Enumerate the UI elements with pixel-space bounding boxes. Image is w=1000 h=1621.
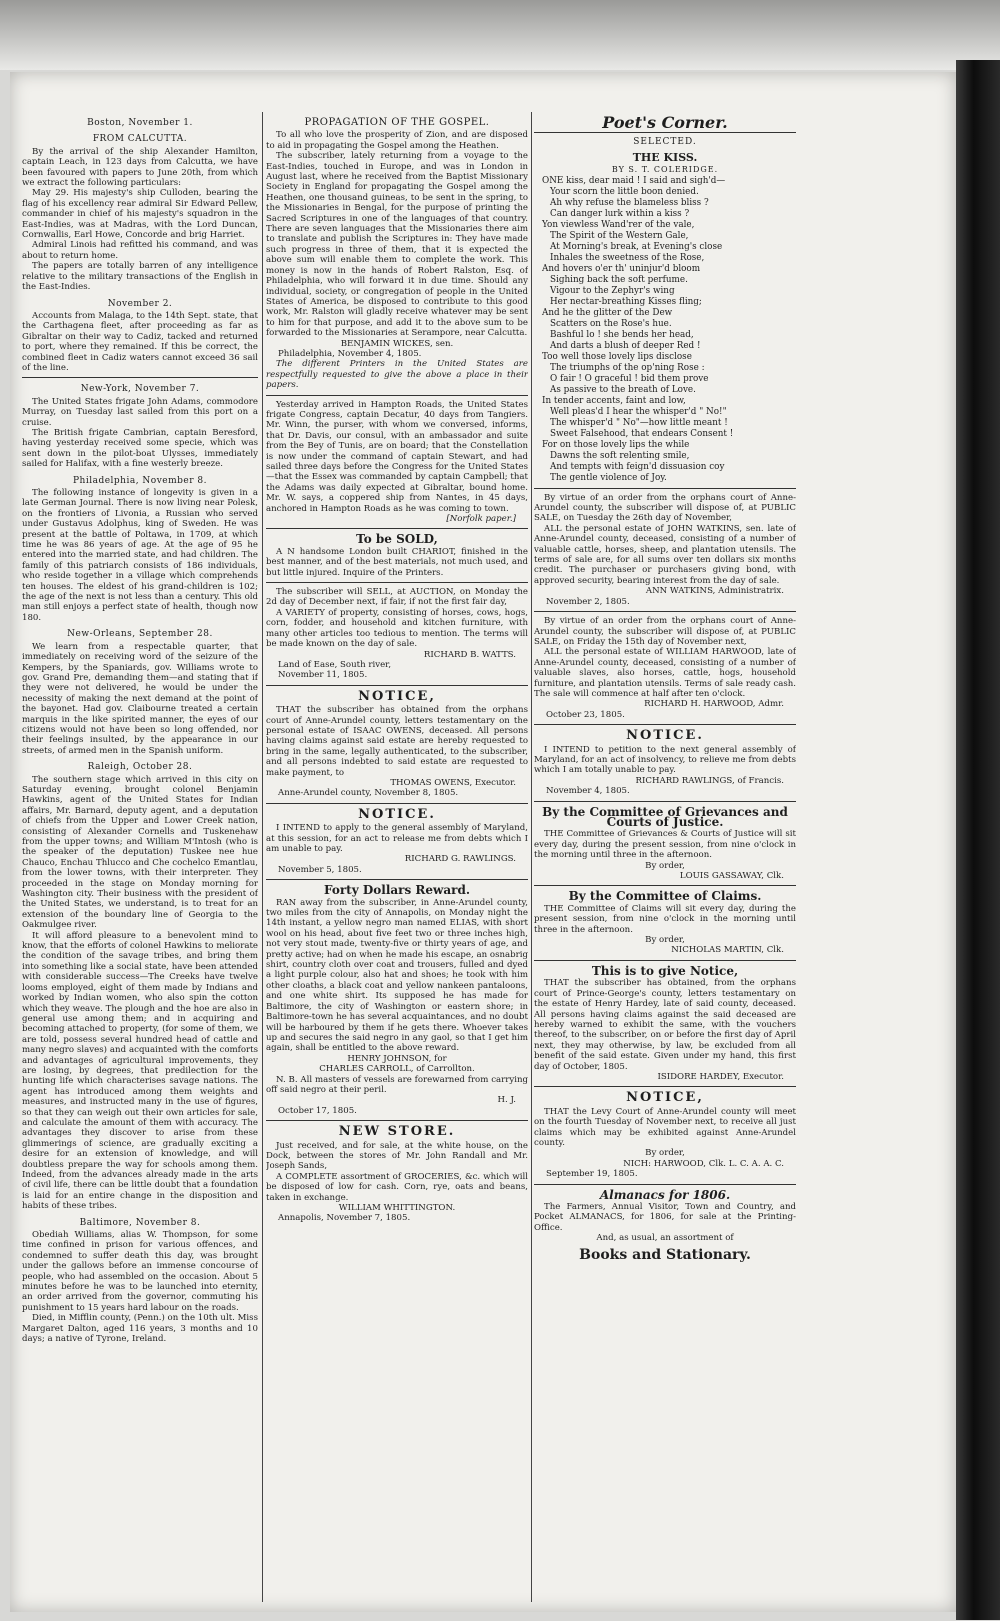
- paragraph: The British frigate Cambrian, captain Beresford, having yesterday received some specie, which was sent down in the pilot-boat Ulysses, immediately sailed for Halifax, with a fine westerly breeze.: [22, 427, 258, 470]
- divider: [266, 803, 528, 804]
- divider: [534, 1184, 796, 1185]
- ad-title: To be SOLD,: [356, 532, 438, 547]
- poem-line: Scatters on the Rose's hue.: [550, 318, 672, 329]
- signature: RICHARD H. HARWOOD, Admr.: [644, 699, 784, 710]
- poem-line: And tempts with feign'd dissuasion coy: [550, 461, 725, 472]
- divider: [266, 528, 528, 529]
- paragraph: The following instance of longevity is given in a late German Journal. There is now living near Polesk, on the frontiers of Livonia, a Russian who served under Gustavus Adolphus, king of Sweden. He was present at the battle of Poltawa, in 1709, at which time he was 86 years of age. At the age of 95 he entered into the married state, and had children. The family of this patriarch consists of 186 individuals, who reside together in a village which comprehends ten houses. The eldest of his grand-children is 102; the age of the next is not less than a century. This old man still enjoys a perfect state of health, though now 180.: [22, 488, 258, 623]
- paragraph: THAT the subscriber has obtained, from the orphans court of Prince-George's county, letters testamentary on the estate of Henry Hardey, late of said county, deceased. All persons having claims against the said deceased are hereby warned to exhibit the same, with the vouchers thereof, to the subscriber, on or before the first day of April next, they may otherwise, by law, be excluded from all benefit of the said estate. Given under my hand, this first day of October, 1805.: [534, 978, 796, 1072]
- by-order: By order,: [645, 935, 685, 946]
- poem-title: THE KISS.: [632, 150, 698, 164]
- paragraph: It will afford pleasure to a benevolent mind to know, that the efforts of colonel Hawkins to meliorate the condition of the savage tribes, and bring them into something like a social state, have been attended with considerable success—The Creeks have twelve looms employed, eight of them made by Indians and worked by Indian women, who also spin the cotton which they weave. The plough and the hoe are also in general use among them; and in acquiring and becoming attached to property, (for some of them, we are told, possess several hundred head of cattle and many negro slaves) and acquainted with the comforts and advantages of agricultural improvements, they are losing, by degrees, that predilection for the hunting life which characterises savage nations. The agent has introduced among them weights and measures, and instructed many in the use of figures, so that they can weigh out their own articles for sale, and calculate the amount of them with accuracy. The advantages they discover to arise from these glimmerings of science, are gradually exciting a desire for an extension of knowledge, and will doubtless prepare the way for schools among them. Indeed, from the advances already made in the arts of civil life, there can be little doubt that a foundation is laid for an entire change in the disposition and habits of these tribes.: [22, 930, 258, 1212]
- divider: [22, 377, 258, 378]
- paragraph: I INTEND to petition to the next general assembly of Maryland, for an act of insolvency, to relieve me from debts which I am totally unable to pay.: [534, 744, 796, 776]
- paragraph: N. B. All masters of vessels are forewarned from carrying off said negro at their peril.: [266, 1074, 528, 1095]
- ad-title: NEW STORE.: [338, 1124, 456, 1140]
- paragraph: RAN away from the subscriber, in Anne-Arundel county, two miles from the city of Annapolis, on Monday night the 14th instant, a yellow negro man named ELIAS, with short wool on his head, about five feet two or three inches high, not very stout made, twenty-five or thirty years of age, and pretty active; had on when he made his escape, an osnabrig shirt, country cloth over coat and trousers, fulled and dyed a light purple colour, also hat and shoes; he took with him other cloaths, a black coat and yellow nankeen pantaloons, and one white shirt. Its supposed he has made for Baltimore, the city of Washington or eastern shore; in Baltimore-town he has several acquaintances, and no doubt will be harboured by them if he gets there. Whoever takes up and secures the said negro in any gaol, so that I get him again, shall be entitled to the above reward.: [266, 897, 528, 1054]
- divider: [534, 132, 796, 133]
- paragraph: The southern stage which arrived in this city on Saturday evening, brought colonel Benjamin Hawkins, agent of the United States for Indian affairs, Mr. Barnard, deputy agent, and a deputation of chiefs from the Upper and Lower Creek nation, consisting of Alexander Cornells and Tuskenehaw from the upper towns; and William M'Intosh (who is the speaker of the deputation) Tuskee nee hue Chauco, Enchau Thlucco and Che cochelco Emantlau, from the lower towns, with their interpreter. They proceeded in the stage on Monday morning for Washington city. Their business with the president of the United States, we understand, is to treat for an extension of the boundary line of Georgia to the Oakmulgee river.: [22, 774, 258, 931]
- column-rule: [531, 112, 532, 1602]
- poem-line: In tender accents, faint and low,: [542, 395, 686, 406]
- poem-line: Bashful lo ! she bends her head,: [550, 329, 694, 340]
- divider: [534, 488, 796, 489]
- date-line: Philadelphia, November 4, 1805.: [278, 348, 422, 359]
- poem-line: Ah why refuse the blameless bliss ?: [550, 197, 709, 208]
- signature: BENJAMIN WICKES, sen.: [340, 338, 454, 349]
- dateline: New-York, November 7.: [80, 384, 200, 395]
- divider: [266, 582, 528, 583]
- divider: [534, 1086, 796, 1087]
- poem-author: BY S. T. COLERIDGE.: [611, 165, 719, 175]
- notice-title: NOTICE.: [358, 806, 436, 822]
- signature: RICHARD RAWLINGS, of Francis.: [635, 775, 784, 786]
- date-line: Anne-Arundel county, November 8, 1805.: [278, 788, 459, 799]
- paragraph: The subscriber, lately returning from a voyage to the East-Indies, touched in Europe, and was in London in August last, where he received from the Baptist Missionary Society in England for propagating the Gospel among the Heathen, one thousand guineas, to be sent in the spring, to the Missionaries in Bengal, for the purpose of printing the Sacred Scriptures in one of the languages of that country. There are seven languages that the Missionaries there aim to translate and publish the Scriptures in: They have made such progress in three of them, that it is expected the above sum will enable them to complete the work. This money is now in the hands of Robert Ralston, Esq. of Philadelphia, who will forward it in due time. Should any individual, society, or congregation of people in the United States of America, be disposed to contribute to this good work, Mr. Ralston will gladly receive whatever may be sent to him for that purpose, and add it to the above sum to be forwarded to the Missionaries at Serampore, near Calcutta.: [266, 151, 528, 339]
- by-order: By order,: [645, 860, 685, 871]
- ad-title: Forty Dollars Reward.: [323, 883, 471, 898]
- date-line: Land of Ease, South river,: [278, 659, 392, 670]
- poem-line: As passive to the breath of Love.: [550, 384, 696, 395]
- paragraph: Yesterday arrived in Hampton Roads, the United States frigate Congress, captain Decatur, 40 days from Tangiers. Mr. Winn, the purser, with whom we conversed, informs, that Dr. Davis, our consul, with an ambassador and suite from the Bey of Tunis, are on board; that the Constellation is now under the command of captain Stewart, and had sailed three days before the Congress for the United States—that the Essex was commanded by captain Campbell; that the Adams was daily expected at Gibraltar, bound home. Mr. W. says, a coppered ship from Nantes, in 45 days, anchored in Hampton Roads as he was coming to town.: [266, 399, 528, 514]
- date-line: November 2, 1805.: [546, 596, 630, 607]
- date-line: October 17, 1805.: [278, 1105, 357, 1116]
- column-rule: [262, 112, 263, 1602]
- poem-line: The whisper'd " No"—how little meant !: [550, 417, 728, 428]
- divider: [534, 885, 796, 886]
- books-heading: Books and Stationary.: [579, 1246, 751, 1263]
- paragraph: THAT the Levy Court of Anne-Arundel county will meet on the fourth Tuesday of November next, to receive all just claims which may be exhibited against Anne-Arundel county.: [534, 1106, 796, 1148]
- dateline: Boston, November 1.: [87, 118, 193, 128]
- divider: [266, 1120, 528, 1121]
- poem-line: Inhales the sweetness of the Rose,: [550, 252, 705, 263]
- divider: [534, 960, 796, 961]
- almanac-title: Almanacs for 1806.: [599, 1187, 731, 1202]
- signature: NICHOLAS MARTIN, Clk.: [671, 945, 784, 956]
- poem-line: And hovers o'er th' uninjur'd bloom: [542, 263, 701, 274]
- newspaper-page: [10, 72, 956, 1612]
- poem-line: Sighing back the soft perfume.: [550, 274, 688, 285]
- divider: [534, 801, 796, 802]
- scan-top-edge: [0, 0, 1000, 70]
- notice-title: This is to give Notice,: [591, 963, 739, 978]
- paragraph: A N handsome London built CHARIOT, finished in the best manner, and of the best materials, not much used, and but little injured. Inquire of the Printers.: [266, 546, 528, 578]
- divider: [534, 724, 796, 725]
- paragraph: By the arrival of the ship Alexander Hamilton, captain Leach, in 123 days from Calcutta, we have been favoured with papers to June 20th, from which we extract the following particulars:: [22, 146, 258, 189]
- divider: [266, 879, 528, 880]
- poem-line: Your scorn the little boon denied.: [550, 186, 699, 197]
- column-notices: [266, 112, 528, 1607]
- notice-title: NOTICE,: [626, 1090, 704, 1106]
- committee-title: By the Committee of Grievances and Courts of Justice.: [542, 804, 788, 829]
- poem-line: Can danger lurk within a kiss ?: [550, 208, 690, 219]
- paragraph: The Farmers, Annual Visitor, Town and Country, and Pocket ALMANACS, for 1806, for sale at the Printing-Office.: [534, 1202, 796, 1233]
- book-spine: [956, 60, 1000, 1620]
- signature: ANN WATKINS, Administratrix.: [645, 586, 784, 597]
- poem-line: Yon viewless Wand'rer of the vale,: [542, 219, 695, 230]
- paragraph: ALL the personal estate of WILLIAM HARWOOD, late of Anne-Arundel county, deceased, consisting of a number of valuable slaves, also horses, cattle, hogs, household furniture, and plantation utensils. Terms of sale ready cash. The sale will commence at half after ten o'clock.: [534, 647, 796, 699]
- paragraph: Accounts from Malaga, to the 14th Sept. state, that the Carthagena fleet, after proceeding as far as Gibraltar on their way to Cadiz, tacked and returned to port, where they remained. If this be correct, the combined fleet in Cadiz waters cannot exceed 36 sail of the line.: [22, 310, 258, 373]
- poem-line: Vigour to the Zephyr's wing: [550, 285, 675, 296]
- poem-line: Well pleas'd I hear the whisper'd " No!": [550, 406, 727, 417]
- poem-line: Sweet Falsehood, that endears Consent !: [550, 428, 734, 439]
- source-note: [Norfolk paper.]: [446, 514, 516, 525]
- paragraph: THE Committee of Claims will sit every day, during the present session, from nine o'clock in the morning until three in the afternoon.: [534, 903, 796, 935]
- initials: H. J.: [497, 1095, 516, 1106]
- paragraph: The papers are totally barren of any intelligence relative to the military transactions of the English in the East-Indies.: [22, 261, 258, 293]
- paragraph: I INTEND to apply to the general assembly of Maryland, at this session, for an act to release me from debts which I am unable to pay.: [266, 823, 528, 854]
- paragraph: THE Committee of Grievances & Courts of Justice will sit every day, during the present session, from nine o'clock in the morning until three in the afternoon.: [534, 829, 796, 861]
- paragraph: By virtue of an order from the orphans court of Anne-Arundel county, the subscriber will dispose of, at PUBLIC SALE, on Tuesday the 26th day of November,: [534, 492, 796, 524]
- poem-line: At Morning's break, at Evening's close: [550, 241, 723, 252]
- paragraph: We learn from a respectable quarter, that immediately on receiving word of the seizure of the Kempers, by the Spaniards, gov. Williams wrote to gov. Grand Pre, demanding them—and stating that if they were not delivered, he would be under the necessity of making the next demand at the point of the bayonet. Had gov. Claibourne treated a certain marquis in the like spirited manner, the eyes of our citizens would not have been so long offended, nor their feelings insulted, by the appearance in our streets, of armed men in the Spanish uniform.: [22, 641, 258, 756]
- poem-line: Too well those lovely lips disclose: [542, 351, 692, 362]
- divider: [266, 395, 528, 396]
- paragraph: May 29. His majesty's ship Culloden, bearing the flag of his excellency rear admiral Sir Edward Pellew, commander in chief of his majesty's squadron in the East-Indies, was at Madras, with the Lord Duncan, Cornwallis, Earl Howe, Concorde and brig Harriet.: [22, 188, 258, 241]
- paragraph: And, as usual, an assortment of: [596, 1233, 734, 1244]
- poem-line: And he the glitter of the Dew: [542, 307, 673, 318]
- divider: [266, 685, 528, 686]
- paragraph: To all who love the prosperity of Zion, and are disposed to aid in propagating the Gospel among the Heathen.: [266, 130, 528, 151]
- paragraph: Obediah Williams, alias W. Thompson, for some time confined in prison for various offences, and condemned to suffer death this day, was brought under the gallows before an immense concourse of people, who had assembled on the occasion. About 5 minutes before he was to be launched into eternity, an order arrived from the governor, commuting his punishment to 15 years hard labour on the roads.: [22, 1230, 258, 1313]
- paragraph: The United States frigate John Adams, commodore Murray, on Tuesday last sailed from this port on a cruise.: [22, 396, 258, 428]
- subhead: FROM CALCUTTA.: [92, 134, 188, 145]
- date-line: Annapolis, November 7, 1805.: [278, 1213, 411, 1224]
- paragraph: The subscriber will SELL, at AUCTION, on Monday the 2d day of December next, if fair, if not the first fair day,: [266, 587, 528, 608]
- paragraph: THAT the subscriber has obtained from the orphans court of Anne-Arundel county, letters testamentary on the personal estate of ISAAC OWENS, deceased. All persons having claims against said estate are hereby requested to bring in the same, legally authenticated, to the subscriber, and all persons indebted to said estate are requested to make payment, to: [266, 705, 528, 778]
- signature: LOUIS GASSAWAY, Clk.: [679, 871, 784, 882]
- signature: ISIDORE HARDEY, Executor.: [657, 1071, 784, 1082]
- paragraph: Admiral Linois had refitted his command, and was about to return home.: [22, 240, 258, 261]
- poem-line: O fair ! O graceful ! bid them prove: [550, 373, 709, 384]
- date-line: November 11, 1805.: [278, 670, 368, 681]
- paragraph: A COMPLETE assortment of GROCERIES, &c. which will be disposed of low for cash. Corn, rye, oats and beans, taken in exchange.: [266, 1171, 528, 1203]
- poem-line: And darts a blush of deeper Red !: [550, 340, 701, 351]
- paragraph: By virtue of an order from the orphans court of Anne-Arundel county, the subscriber will dispose of, at PUBLIC SALE, on Friday the 15th day of November next,: [534, 616, 796, 647]
- signature: NICH: HARWOOD, Clk. L. C. A. A. C.: [623, 1158, 784, 1169]
- by-order: By order,: [645, 1148, 685, 1159]
- signature: CHARLES CARROLL, of Carrollton.: [319, 1064, 475, 1075]
- paragraph: Just received, and for sale, at the white house, on the Dock, between the stores of Mr. John Randall and Mr. Joseph Sands,: [266, 1140, 528, 1172]
- date-line: September 19, 1805.: [546, 1169, 638, 1180]
- dateline: Raleigh, October 28.: [87, 762, 193, 773]
- selected-label: SELECTED.: [633, 137, 697, 148]
- column-news: [22, 112, 258, 1607]
- paragraph: Died, in Mifflin county, (Penn.) on the 10th ult. Miss Margaret Dalton, aged 116 years, 3 months and 10 days; a native of Tyrone, Ireland.: [22, 1313, 258, 1345]
- printer-note: The different Printers in the United States are respectfully requested to give the above a place in their papers.: [266, 359, 528, 391]
- signature: WILLIAM WHITTINGTON.: [338, 1203, 456, 1213]
- dateline: November 2.: [107, 298, 173, 309]
- date-line: November 4, 1805.: [546, 786, 630, 797]
- poem-line: ONE kiss, dear maid ! I said and sigh'd—: [542, 175, 726, 186]
- committee-title: By the Committee of Claims.: [568, 889, 762, 904]
- signature: RICHARD B. WATTS.: [423, 649, 516, 660]
- section-title: PROPAGATION OF THE GOSPEL.: [304, 117, 490, 128]
- signature: THOMAS OWENS, Executor.: [390, 777, 516, 788]
- poem-line: The gentle violence of Joy.: [550, 472, 667, 483]
- poem-text: [534, 176, 796, 484]
- poem-line: For on those lovely lips the while: [542, 439, 690, 450]
- column-poetry-ads: [534, 112, 796, 1607]
- poem-line: The triumphs of the op'ning Rose :: [550, 362, 705, 373]
- signature: HENRY JOHNSON, for: [347, 1053, 447, 1064]
- notice-title: NOTICE,: [358, 688, 436, 704]
- dateline: Philadelphia, November 8.: [72, 475, 208, 486]
- paragraph: A VARIETY of property, consisting of horses, cows, hogs, corn, fodder, and household and kitchen furniture, with many other articles too tedious to mention. The terms will be made known on the day of sale.: [266, 607, 528, 650]
- notice-title: NOTICE.: [626, 728, 704, 744]
- date-line: October 23, 1805.: [546, 709, 625, 720]
- paragraph: ALL the personal estate of JOHN WATKINS, sen. late of Anne-Arundel county, deceased, consisting of a number of valuable cattle, horses, sheep, and plantation utensils. The terms of sale are, for all sums over ten dollars six months credit. The purchaser or purchasers giving bond, with approved security, bearing interest from the day of sale.: [534, 523, 796, 586]
- poets-corner-title: Poet's Corner.: [602, 113, 728, 132]
- poem-line: The Spirit of the Western Gale,: [550, 230, 689, 241]
- signature: RICHARD G. RAWLINGS.: [404, 854, 516, 865]
- date-line: November 5, 1805.: [278, 864, 362, 875]
- poem-line: Dawns the soft relenting smile,: [550, 450, 690, 461]
- divider: [534, 611, 796, 612]
- poem-line: Her nectar-breathing Kisses fling;: [550, 296, 702, 307]
- dateline: Baltimore, November 8.: [79, 1217, 201, 1228]
- dateline: New-Orleans, September 28.: [67, 629, 213, 640]
